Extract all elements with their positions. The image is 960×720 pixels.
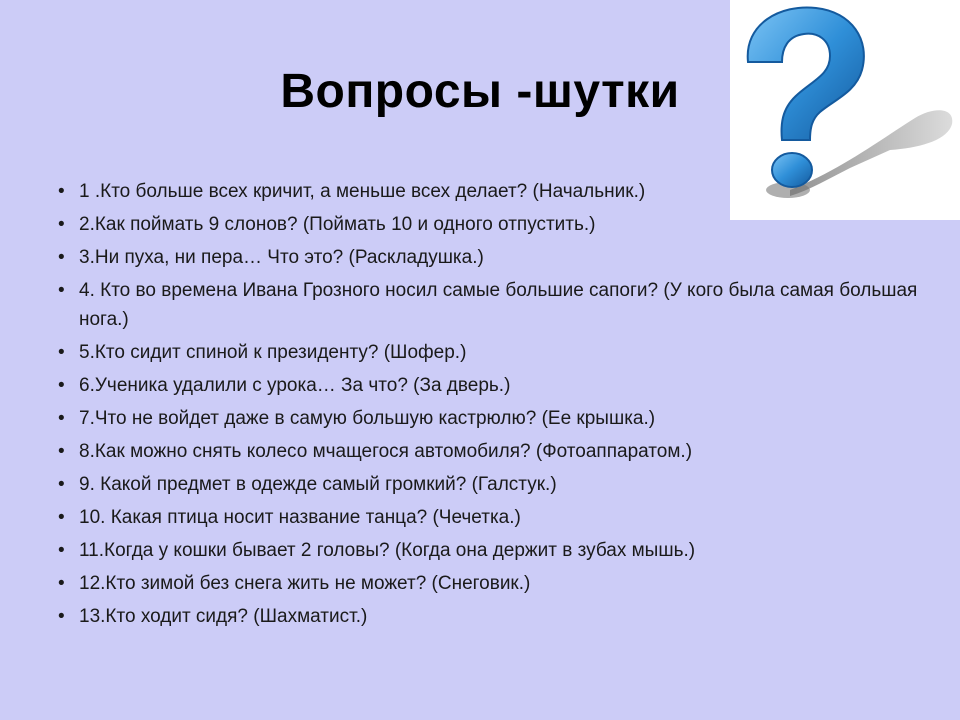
list-item <box>58 276 918 334</box>
bullet-icon: • <box>58 507 65 528</box>
list-item <box>58 437 918 466</box>
list-item <box>58 569 918 598</box>
list-item <box>58 503 918 532</box>
jokes-list <box>58 177 918 635</box>
item-text: 3.Ни пуха, ни пера… Что это? (Раскладушка.) <box>79 247 484 268</box>
item-text: 7.Что не войдет даже в самую большую кастрюлю? (Ее крышка.) <box>79 408 656 429</box>
list-item <box>58 470 918 499</box>
bullet-icon: • <box>58 408 65 429</box>
bullet-icon: • <box>58 214 65 235</box>
bullet-icon: • <box>58 573 65 594</box>
bullet-icon: • <box>58 441 65 462</box>
item-text: 10. Какая птица носит название танца? (Чечетка.) <box>79 507 521 528</box>
list-item <box>58 243 918 272</box>
bullet-icon: • <box>58 247 65 268</box>
item-text: 1 .Кто больше всех кричит, а меньше всех делает? (Начальник.) <box>79 181 646 202</box>
item-text: 11.Когда у кошки бывает 2 головы? (Когда она держит в зубах мышь.) <box>79 540 696 561</box>
item-text: 12.Кто зимой без снега жить не может? (Снеговик.) <box>79 573 531 594</box>
list-item <box>58 371 918 400</box>
bullet-icon: • <box>58 375 65 396</box>
list-item <box>58 177 918 206</box>
item-text: 6.Ученика удалили с урока… За что? (За дверь.) <box>79 375 511 396</box>
list-item <box>58 210 918 239</box>
list-item <box>58 536 918 565</box>
item-text: 5.Кто сидит спиной к президенту? (Шофер.) <box>79 342 467 363</box>
item-text: 2.Как поймать 9 слонов? (Поймать 10 и одного отпустить.) <box>79 214 596 235</box>
bullet-icon: • <box>58 474 65 495</box>
bullet-icon: • <box>58 342 65 363</box>
slide-title: Вопросы -шутки <box>280 65 680 118</box>
item-text: 13.Кто ходит сидя? (Шахматист.) <box>79 606 368 627</box>
list-item <box>58 404 918 433</box>
list-item <box>58 338 918 367</box>
bullet-icon: • <box>58 280 65 301</box>
bullet-icon: • <box>58 606 65 627</box>
item-text: 9. Какой предмет в одежде самый громкий? (Галстук.) <box>79 474 557 495</box>
item-text: 8.Как можно снять колесо мчащегося автомобиля? (Фотоаппаратом.) <box>79 441 693 462</box>
bullet-icon: • <box>58 181 65 202</box>
list-item <box>58 602 918 631</box>
item-text: 4. Кто во времена Ивана Грозного носил самые большие сапоги? (У кого была самая большая нога.) <box>79 280 918 330</box>
bullet-icon: • <box>58 540 65 561</box>
